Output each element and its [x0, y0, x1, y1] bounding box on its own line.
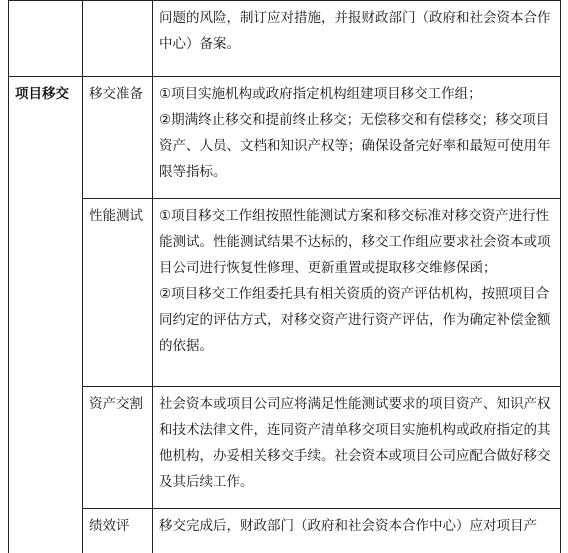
phase-cell: 项目移交 [9, 77, 83, 553]
description-cell [153, 509, 561, 553]
table-row [9, 199, 561, 387]
phase-cell-empty [9, 1, 83, 77]
table-row [9, 387, 561, 509]
description-paragraph: ①项目实施机构或政府指定机构组建项目移交工作组； [159, 86, 482, 102]
description-paragraph: 社会资本或项目公司应将满足性能测试要求的项目资产、知识产权和技术法律文件，连同资产清单移交项目实施机构或政府指定的其他机构，办妥相关移交手续。社会资本或项目公司应配合做好移交及其后续工作。 [159, 396, 551, 490]
step-cell-empty [83, 1, 153, 77]
table-row [9, 509, 561, 553]
step-cell: 资产交割 [83, 387, 153, 509]
step-cell: 绩效评 [83, 509, 153, 553]
table-row [9, 1, 561, 77]
description-paragraph: 移交完成后，财政部门（政府和社会资本合作中心）应对项目产 [159, 518, 537, 534]
description-paragraph: ①项目移交工作组按照性能测试方案和移交标准对移交资产进行性能测试。性能测试结果不达标的，移交工作组应要求社会资本或项目公司进行恢复性修理、更新重置或提取移交维修保函； [159, 208, 551, 276]
description-paragraph: 问题的风险，制订应对措施，并报财政部门（政府和社会资本合作中心）备案。 [159, 10, 551, 52]
step-cell: 移交准备 [83, 77, 153, 199]
ppp-transfer-table [8, 0, 561, 553]
description-cell [153, 1, 561, 77]
description-cell [153, 387, 561, 509]
description-paragraph: ②期满终止移交和提前终止移交；无偿移交和有偿移交；移交项目资产、人员、文档和知识产权等；确保设备完好率和最短可使用年限等指标。 [159, 112, 551, 180]
description-cell [153, 77, 561, 199]
description-paragraph: ②项目移交工作组委托具有相关资质的资产评估机构，按照项目合同约定的评估方式，对移交资产进行资产评估，作为确定补偿金额的依据。 [159, 286, 551, 354]
table-row [9, 77, 561, 199]
step-cell: 性能测试 [83, 199, 153, 387]
description-cell [153, 199, 561, 387]
